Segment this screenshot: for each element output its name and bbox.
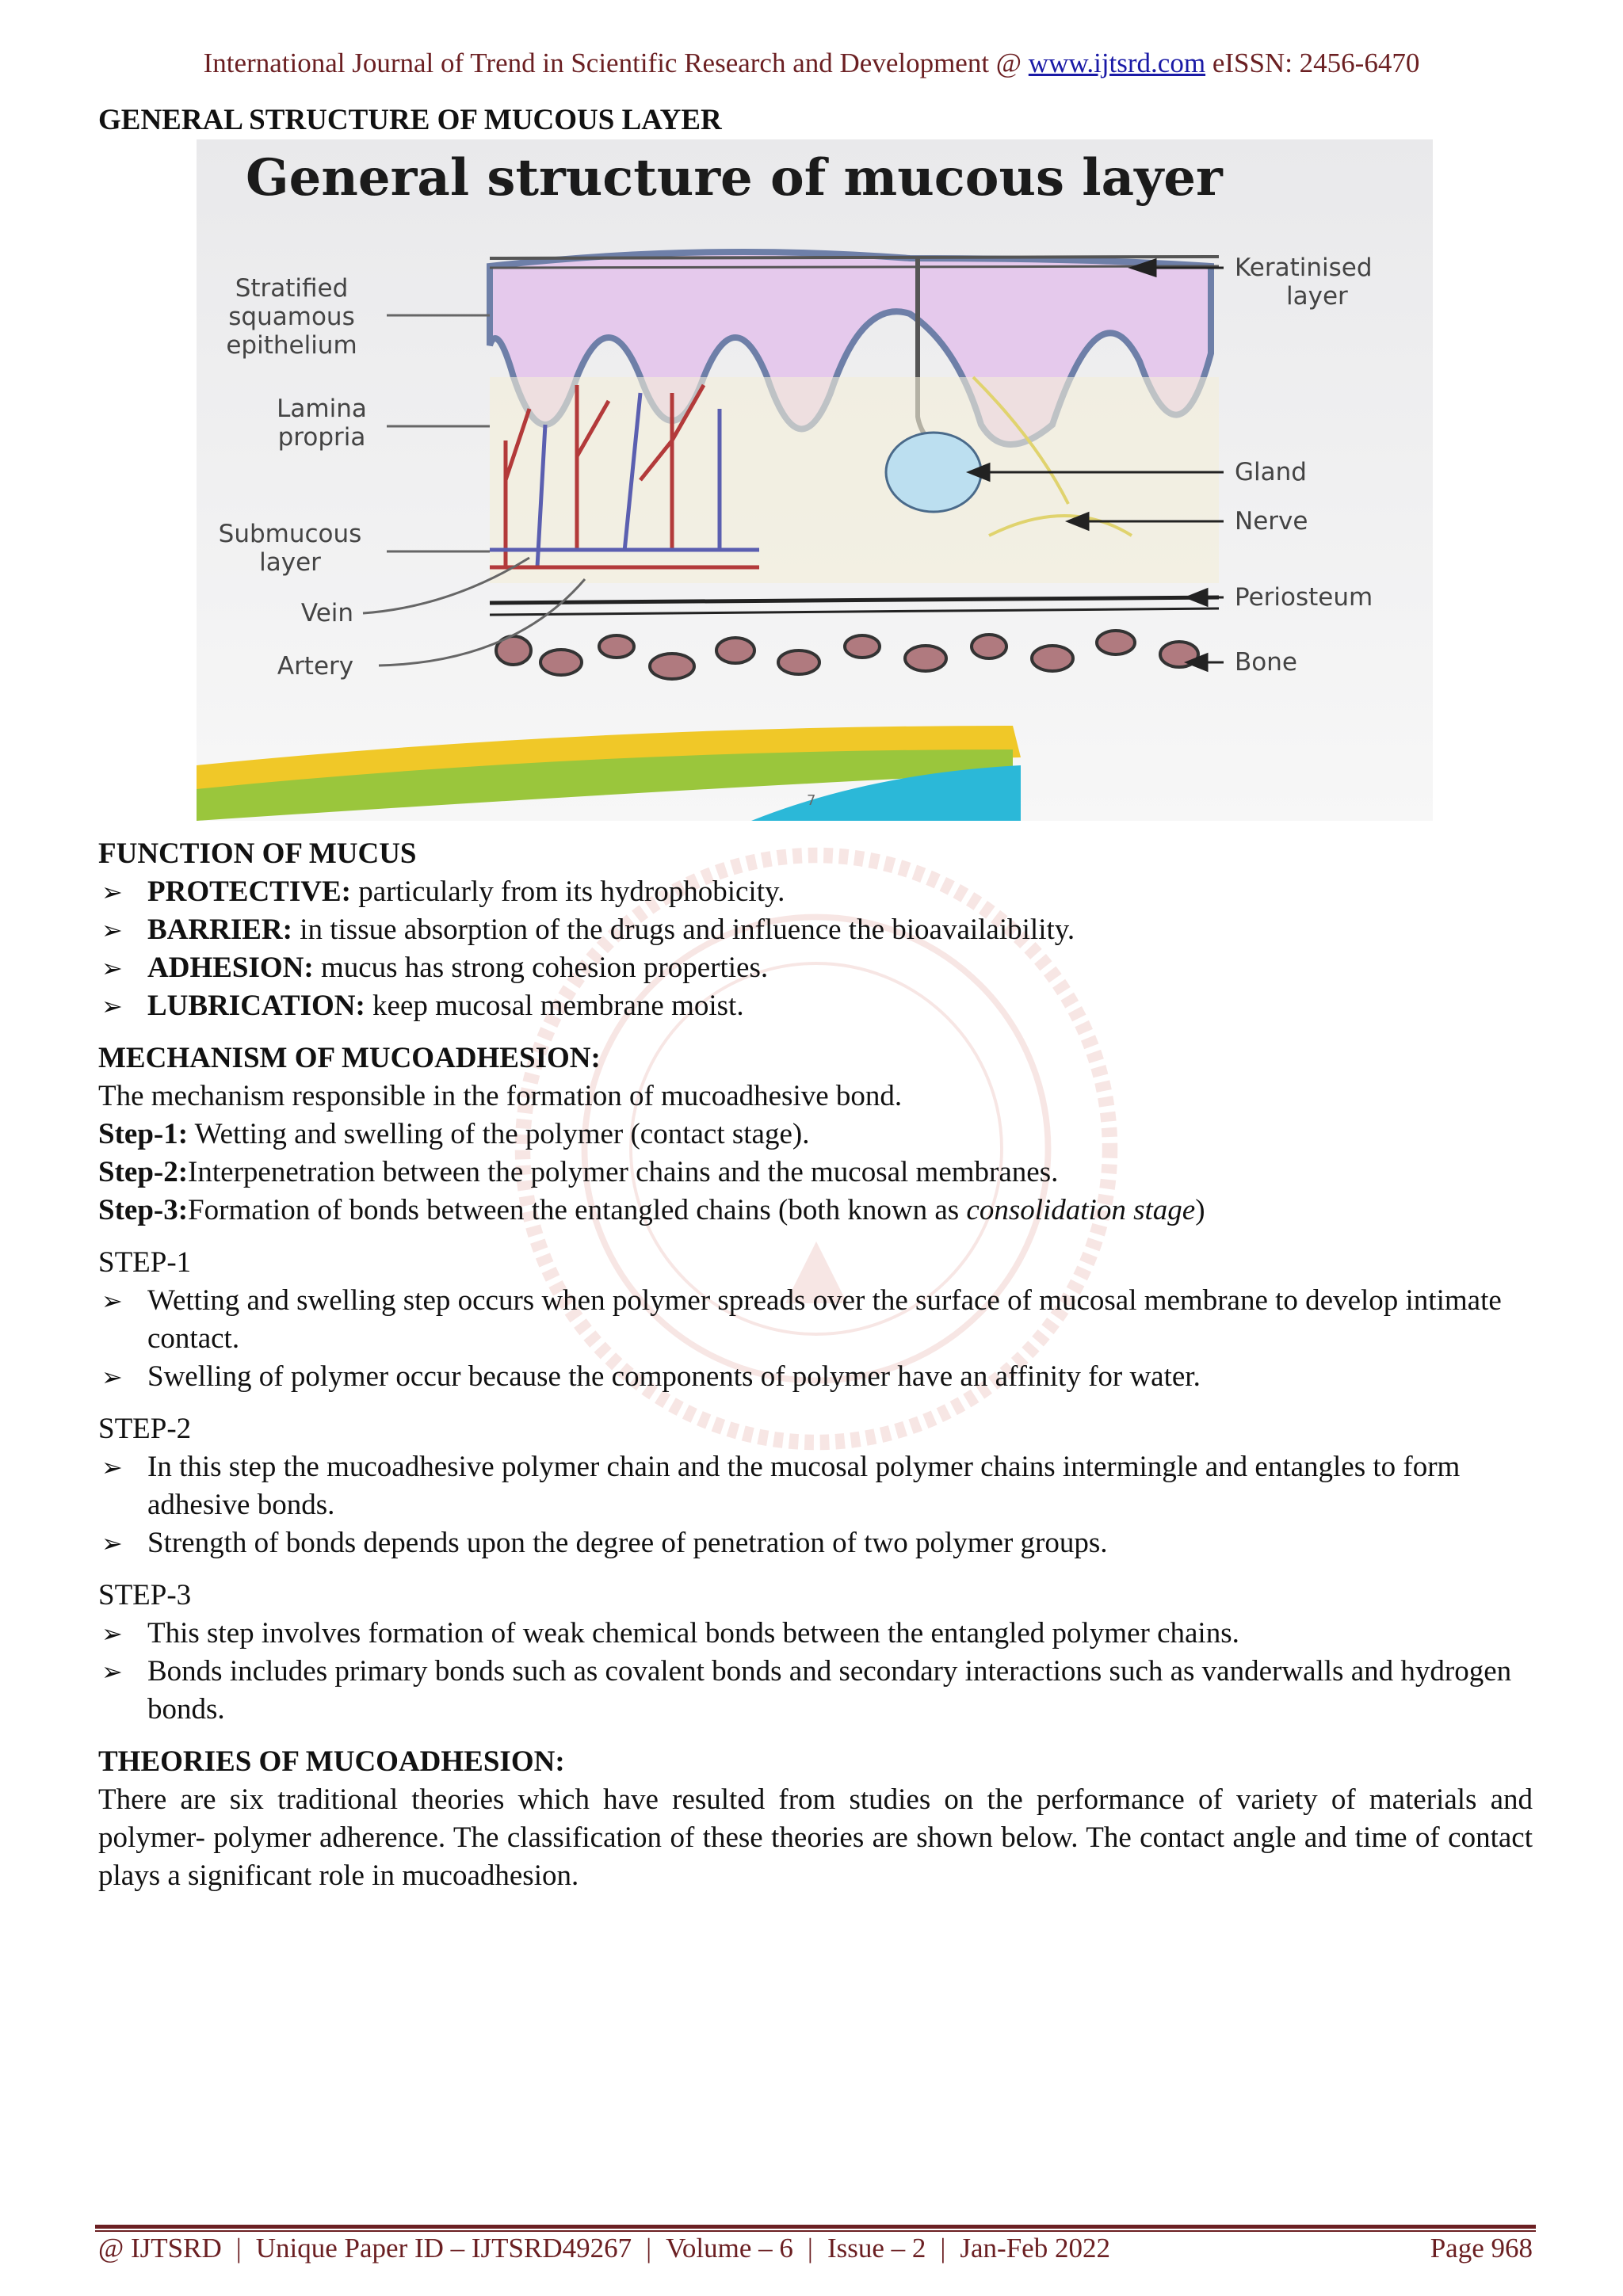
label-periosteum: Periosteum [1235,583,1373,612]
section-heading-function: FUNCTION OF MUCUS [98,837,417,870]
arrow-bullet-icon: ➢ [101,1286,123,1316]
arrow-bullet-icon: ➢ [101,1528,123,1558]
list-item: ➢ Wetting and swelling step occurs when polymer spreads over the surface of mucosal membrane to develop intimate contact. [98,1282,1533,1358]
list-item: ➢ Bonds includes primary bonds such as covalent bonds and secondary interactions such as vanderwalls and hydrogen bonds. [98,1653,1533,1729]
arrow-bullet-icon: ➢ [101,1452,123,1482]
section-heading-structure: GENERAL STRUCTURE OF MUCOUS LAYER [98,104,722,136]
arrow-bullet-icon: ➢ [101,1657,123,1687]
label-stratified-1: Stratified [235,274,349,303]
label-artery: Artery [277,652,354,681]
section-heading-theories: THEORIES OF MUCOADHESION: [98,1745,565,1778]
step2-list [98,1448,1533,1562]
mechanism-intro: The mechanism responsible in the formation of mucoadhesive bond. [98,1080,903,1112]
section-heading-mechanism: MECHANISM OF MUCOADHESION: [98,1042,601,1074]
label-bone: Bone [1235,648,1297,677]
step1-list [98,1282,1533,1396]
label-keratinised-2: layer [1286,282,1348,311]
list-item: ➢ Strength of bonds depends upon the degree of penetration of two polymer groups. [98,1524,1533,1562]
list-item: ➢ BARRIER: in tissue absorption of the drugs and influence the bioavailaibility. [98,911,1533,949]
label-keratinised-1: Keratinised [1235,254,1373,282]
arrow-bullet-icon: ➢ [101,915,123,945]
figure-title: General structure of mucous layer [246,148,1223,208]
arrow-bullet-icon: ➢ [101,991,123,1021]
label-stratified-3: epithelium [226,331,357,360]
list-item: ➢ This step involves formation of weak chemical bonds between the entangled polymer chains. [98,1615,1533,1653]
step3-list [98,1615,1533,1729]
arrow-bullet-icon: ➢ [101,1362,123,1392]
label-lamina-2: propria [277,423,366,452]
arrow-bullet-icon: ➢ [101,877,123,907]
mucous-layer-figure [197,139,1433,821]
label-submucous-1: Submucous [218,520,362,548]
running-header [0,48,1623,79]
label-gland: Gland [1235,458,1307,486]
footer-page-number: Page 968 [1430,2233,1533,2264]
label-nerve: Nerve [1235,507,1308,536]
footer-volume: Volume – 6 [666,2233,793,2264]
footer-journal: @ IJTSRD [98,2233,222,2264]
figure-page-number: 7 [807,792,816,809]
list-item: ➢ In this step the mucoadhesive polymer chain and the mucosal polymer chains intermingle and entangles to form adhesive bonds. [98,1448,1533,1524]
step2-title: STEP-2 [98,1413,192,1445]
footer-issue: Issue – 2 [827,2233,926,2264]
journal-link[interactable]: www.ijtsrd.com [1028,48,1206,78]
footer-rule [95,2225,1536,2229]
page-body [98,101,1533,1895]
mechanism-step-1: Step-1: Wetting and swelling of the polymer (contact stage). [98,1118,810,1150]
page-footer: @ IJTSRD | Unique Paper ID – IJTSRD49267 | Volume – 6 | Issue – 2 | Jan-Feb 2022 Page 968 [98,2233,1533,2264]
step3-title: STEP-3 [98,1579,192,1611]
arrow-bullet-icon: ➢ [101,1619,123,1649]
mechanism-step-2: Step-2:Interpenetration between the polymer chains and the mucosal membranes. [98,1156,1059,1188]
list-item: ➢ Swelling of polymer occur because the components of polymer have an affinity for water. [98,1358,1533,1396]
header-prefix: International Journal of Trend in Scientific Research and Development @ [203,48,1029,78]
footer-paper-id: Unique Paper ID – IJTSRD49267 [255,2233,632,2264]
label-vein: Vein [300,599,354,627]
mucous-layer-diagram [197,139,1433,821]
function-list [98,873,1533,1025]
list-item: ➢ PROTECTIVE: particularly from its hydrophobicity. [98,873,1533,911]
label-submucous-2: layer [259,548,321,577]
header-suffix: eISSN: 2456-6470 [1205,48,1420,78]
label-lamina-1: Lamina [277,395,367,423]
footer-date: Jan-Feb 2022 [960,2233,1110,2264]
label-stratified-2: squamous [228,303,355,331]
step1-title: STEP-1 [98,1246,192,1279]
theories-paragraph: There are six traditional theories which have resulted from studies on the performance of variety of materials and polymer- polymer adherence. The classification of these theories are shown below. The contact angle and time of contact plays a significant role in mucoadhesion. [98,1783,1533,1892]
list-item: ➢ ADHESION: mucus has strong cohesion properties. [98,949,1533,987]
mechanism-step-3: Step-3:Formation of bonds between the entangled chains (both known as consolidation stage) [98,1194,1205,1226]
footer-rule-thin [95,2230,1536,2232]
arrow-bullet-icon: ➢ [101,953,123,983]
list-item: ➢ LUBRICATION: keep mucosal membrane moist. [98,987,1533,1025]
